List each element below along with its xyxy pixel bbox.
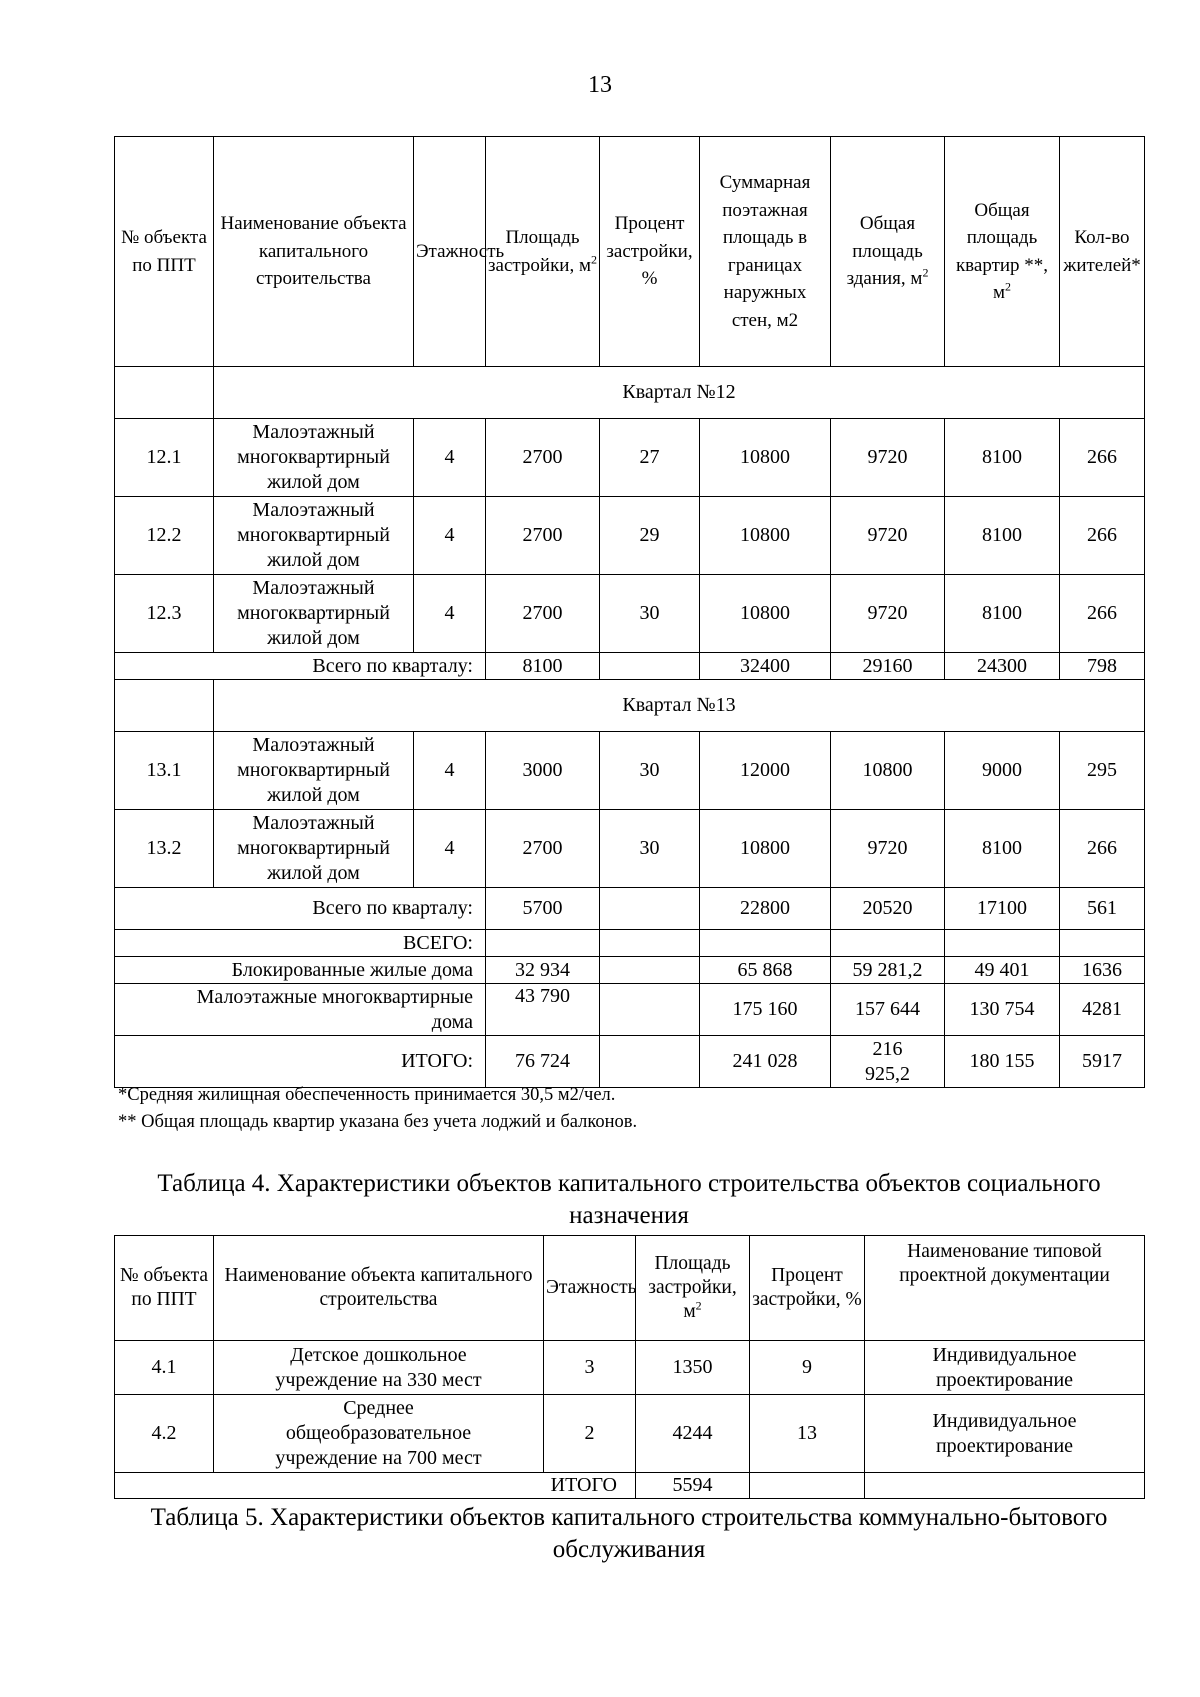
header-building-area: Площадь застройки, $м^2$ [486,137,600,367]
cell [486,930,600,957]
header-apartment-area: Общая площадь квартир **, $м^2$ [945,137,1060,367]
table-header-row [115,1236,1145,1341]
header-floors: Этажность [414,137,486,367]
cell: 9720 [831,575,945,653]
cell: 29 [600,497,700,575]
footnote-residents: *Средняя жилищная обеспеченность принимается 30,5 м2/чел. [118,1085,616,1105]
cell: 241 028 [700,1036,831,1088]
cell: 3000 [486,732,600,810]
cell: 22800 [700,888,831,930]
cell: 76 724 [486,1036,600,1088]
cell: 2700 [486,575,600,653]
cell: 12000 [700,732,831,810]
header-floor-area: Суммарная поэтажная площадь в границах наружных стен, м2 [700,137,831,367]
header-object-number: № объекта по ППТ [115,137,214,367]
table-row [115,419,1145,497]
cell: 30 [600,732,700,810]
cell: 266 [1060,810,1145,888]
cell: 5917 [1060,1036,1145,1088]
cell: 180 155 [945,1036,1060,1088]
cell: 295 [1060,732,1145,810]
table-header-row [115,137,1145,367]
cell: 32 934 [486,957,600,984]
table-4-total-row [115,1473,1145,1499]
social-objects-table [114,1235,1145,1499]
cell: 10800 [700,419,831,497]
table-row [115,497,1145,575]
cell [945,930,1060,957]
total-label: ИТОГО [115,1473,636,1499]
cell [865,1473,1145,1499]
block-title-spacer [115,680,214,732]
table-row [115,1341,1145,1395]
block-12-total-row [115,653,1145,680]
cell [700,930,831,957]
cell: 13.1 [115,732,214,810]
cell: 2700 [486,419,600,497]
cell: 561 [1060,888,1145,930]
cell: 12.2 [115,497,214,575]
cell: 157 644 [831,984,945,1036]
cell: 32400 [700,653,831,680]
cell: 8100 [945,497,1060,575]
table-5-caption: Таблица 5. Характеристики объектов капитального строительства коммунально-бытового обслуживания [150,1504,1108,1563]
table-row [115,732,1145,810]
total-label: Всего по кварталу: [115,888,486,930]
cell: 24300 [945,653,1060,680]
cell: 5594 [636,1473,750,1499]
header-object-name: Наименование объекта капитального строительства [214,137,414,367]
cell: 17100 [945,888,1060,930]
all-label-row [115,930,1145,957]
cell: Малоэтажный многоквартирный жилой дом [214,497,414,575]
cell: 8100 [945,810,1060,888]
header-object-name: Наименование объекта капитального строительства [214,1236,544,1341]
cell: 4.1 [115,1341,214,1395]
cell: 13.2 [115,810,214,888]
cell: 798 [1060,653,1145,680]
cell: 29160 [831,653,945,680]
header-floors: Этажность [544,1236,636,1341]
cell [600,888,700,930]
cell: 1350 [636,1341,750,1395]
cell: Среднее общеобразовательное учреждение на 700 мест [214,1395,544,1473]
cell: 4 [414,732,486,810]
cell [831,930,945,957]
cell: 4.2 [115,1395,214,1473]
cell: 13 [750,1395,865,1473]
cell: 4 [414,575,486,653]
cell: Малоэтажный многоквартирный жилой дом [214,732,414,810]
cell: 130 754 [945,984,1060,1036]
cell: 49 401 [945,957,1060,984]
cell [600,930,700,957]
cell: Малоэтажный многоквартирный жилой дом [214,810,414,888]
total-label: Всего по кварталу: [115,653,486,680]
cell: Малоэтажный многоквартирный жилой дом [214,575,414,653]
block-13-total-row [115,888,1145,930]
header-project-documentation: Наименование типовой проектной документации [865,1236,1145,1341]
cell: 10800 [700,810,831,888]
cell: 2700 [486,810,600,888]
cell [1060,930,1145,957]
cell: 9 [750,1341,865,1395]
itogo-label: ИТОГО: [115,1036,486,1088]
cell: Детское дошкольное учреждение на 330 мест [214,1341,544,1395]
block-title-spacer [115,367,214,419]
cell: 20520 [831,888,945,930]
cell: 266 [1060,497,1145,575]
cell: 1636 [1060,957,1145,984]
cell: 10800 [700,497,831,575]
row-label: Малоэтажные многоквартирные дома [115,984,486,1036]
footnotes [118,1082,637,1136]
cell: 5700 [486,888,600,930]
cell: 59 281,2 [831,957,945,984]
cell: 216 925,2 [831,1036,945,1088]
table-row [115,1395,1145,1473]
table-row [115,575,1145,653]
cell [600,984,700,1036]
cell: 4 [414,810,486,888]
lowrise-houses-row [115,984,1145,1036]
page-number: 13 [588,72,612,98]
cell: 9720 [831,419,945,497]
cell: 8100 [486,653,600,680]
all-label: ВСЕГО: [115,930,486,957]
residential-buildings-table [114,136,1145,1088]
itogo-row [115,1036,1145,1088]
table-row [115,810,1145,888]
cell: Индивидуальное проектирование [865,1395,1145,1473]
cell [600,957,700,984]
cell: 8100 [945,419,1060,497]
cell: 10800 [700,575,831,653]
table-4-caption: Таблица 4. Характеристики объектов капитального строительства объектов социального назначения [157,1170,1101,1229]
cell: 4281 [1060,984,1145,1036]
cell [750,1473,865,1499]
cell: 9000 [945,732,1060,810]
cell: 266 [1060,575,1145,653]
cell: 4 [414,497,486,575]
cell: 12.3 [115,575,214,653]
cell: 2 [544,1395,636,1473]
block-13-title: Квартал №13 [214,680,1145,732]
header-total-area: Общая площадь здания, $м^2$ [831,137,945,367]
cell: 65 868 [700,957,831,984]
cell: Индивидуальное проектирование [865,1341,1145,1395]
cell: 30 [600,810,700,888]
cell: 30 [600,575,700,653]
cell: 27 [600,419,700,497]
cell: 4244 [636,1395,750,1473]
cell: 175 160 [700,984,831,1036]
cell: 9720 [831,497,945,575]
cell: 266 [1060,419,1145,497]
cell: 43 790 [486,984,600,1036]
header-building-area: Площадь застройки, $м^2$ [636,1236,750,1341]
cell: 3 [544,1341,636,1395]
row-label: Блокированные жилые дома [115,957,486,984]
cell [600,653,700,680]
header-building-percent: Процент застройки, % [750,1236,865,1341]
block-title-row [115,367,1145,419]
cell: 9720 [831,810,945,888]
cell: 12.1 [115,419,214,497]
cell: 10800 [831,732,945,810]
cell: 4 [414,419,486,497]
block-12-title: Квартал №12 [214,367,1145,419]
cell: 8100 [945,575,1060,653]
blocked-houses-row [115,957,1145,984]
block-title-row [115,680,1145,732]
header-object-number: № объекта по ППТ [115,1236,214,1341]
cell: 2700 [486,497,600,575]
footnote-apartment-area: ** Общая площадь квартир указана без учета лоджий и балконов. [118,1112,638,1132]
cell [600,1036,700,1088]
header-building-percent: Процент застройки, % [600,137,700,367]
header-residents: Кол-во жителей* [1060,137,1145,367]
cell: Малоэтажный многоквартирный жилой дом [214,419,414,497]
